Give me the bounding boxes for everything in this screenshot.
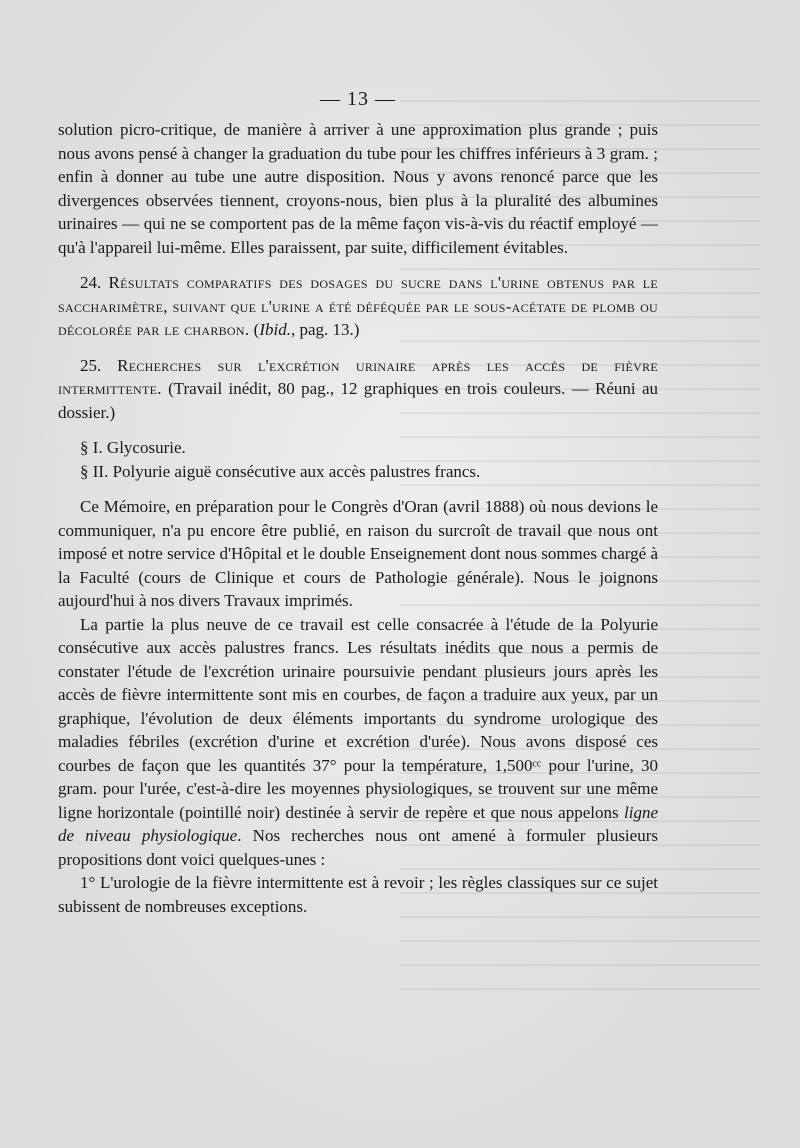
page-number: — 13 — [320,88,396,110]
paragraph-memoire: Ce Mémoire, en préparation pour le Congrès d'Oran (avril 1888) où nous devions le communiquer, n'a pu encore être publié, en raison du surcroît de travail que nous ont imposé et notre service d'Hôpital et le double Enseignement dont nous sommes chargé à la Faculté (cours de Clinique et cours de Pathologie générale). Nous le joignons aujourd'hui à nos divers Travaux imprimés. [58,497,658,610]
section-1: § I. Glycosurie. [80,438,186,457]
section-2: § II. Polyurie aiguë consécutive aux accès palustres francs. [80,461,481,481]
entry-24-ref-ibid: Ibid. [259,320,291,339]
proposition-1: 1° L'urologie de la fièvre intermittente est à revoir ; les règles classiques sur ce sujet subissent de nombreuses exceptions. [58,873,658,916]
paragraph-polyurie-italic: ligne de niveau physiologique [58,802,658,845]
entry-24-number: 24. [80,273,102,292]
body-text [58,118,658,918]
entry-24-ref-open: ( [253,320,260,339]
intro-paragraph: solution picro-critique, de manière à arriver à une approximation plus grande ; puis nous avons pensé à changer la graduation du tube pour les chiffres inférieurs à 3 gram. ; enfin à donner au tube une autre disposition. Nous y avons renoncé parce que les divergences observées tiennent, croyons-nous, bien plus à la pluralité des albumines urinaires — qui ne se comportent pas de la même façon vis-à-vis du réactif employé — qu'à l'appareil lui-même. Elles paraissent, par suite, difficilement évitables. [58,120,658,257]
entry-25-note: (Travail inédit, 80 pag., 12 graphiques en trois couleurs. — Réuni au dossier.) [58,379,658,422]
entry-24-title: Résultats comparatifs des dosages du sucre dans l'urine obtenus par le saccharimètre, suivant que l'urine a été déféquée par le sous-acétate de plomb ou décolorée par le charbon. [58,273,658,339]
entry-25-number: 25. [80,355,102,375]
entry-25 [58,354,658,425]
entry-24 [58,271,658,342]
paragraph-polyurie-before: La partie la plus neuve de ce travail est celle consacrée à l'étude de la Polyurie consécutive aux accès palustres francs. Les résultats inédits que nous a permis de constater l'étude de l'excrétion urinaire poursuivie pendant plusieurs jours après les accès de fièvre intermittente sont mis en courbes, de façon a traduire aux yeux, par un graphique, l'évolution de deux éléments importants du syndrome urologique des maladies fébriles (excrétion d'urine et excrétion d'urée). Nous avons disposé ces courbes de façon que les quantités 37° pour la température, 1,500ᶜᶜ pour l'urine, 30 gram. pour l'urée, c'est-à-dire les moyennes physiologiques, se trouvent sur une même ligne horizontale (pointillé noir) destinée à servir de repère et que nous appelons [58,614,658,822]
paragraph-polyurie-after: . Nos recherches nous ont amené à formuler plusieurs propositions dont voici quelques-unes : [58,826,658,869]
paragraph-polyurie [58,613,658,872]
entry-25-title: Recherches sur l'excrétion urinaire après les accès de fièvre intermittente. [58,355,659,398]
entry-24-ref-rest: , pag. 13.) [290,320,360,339]
